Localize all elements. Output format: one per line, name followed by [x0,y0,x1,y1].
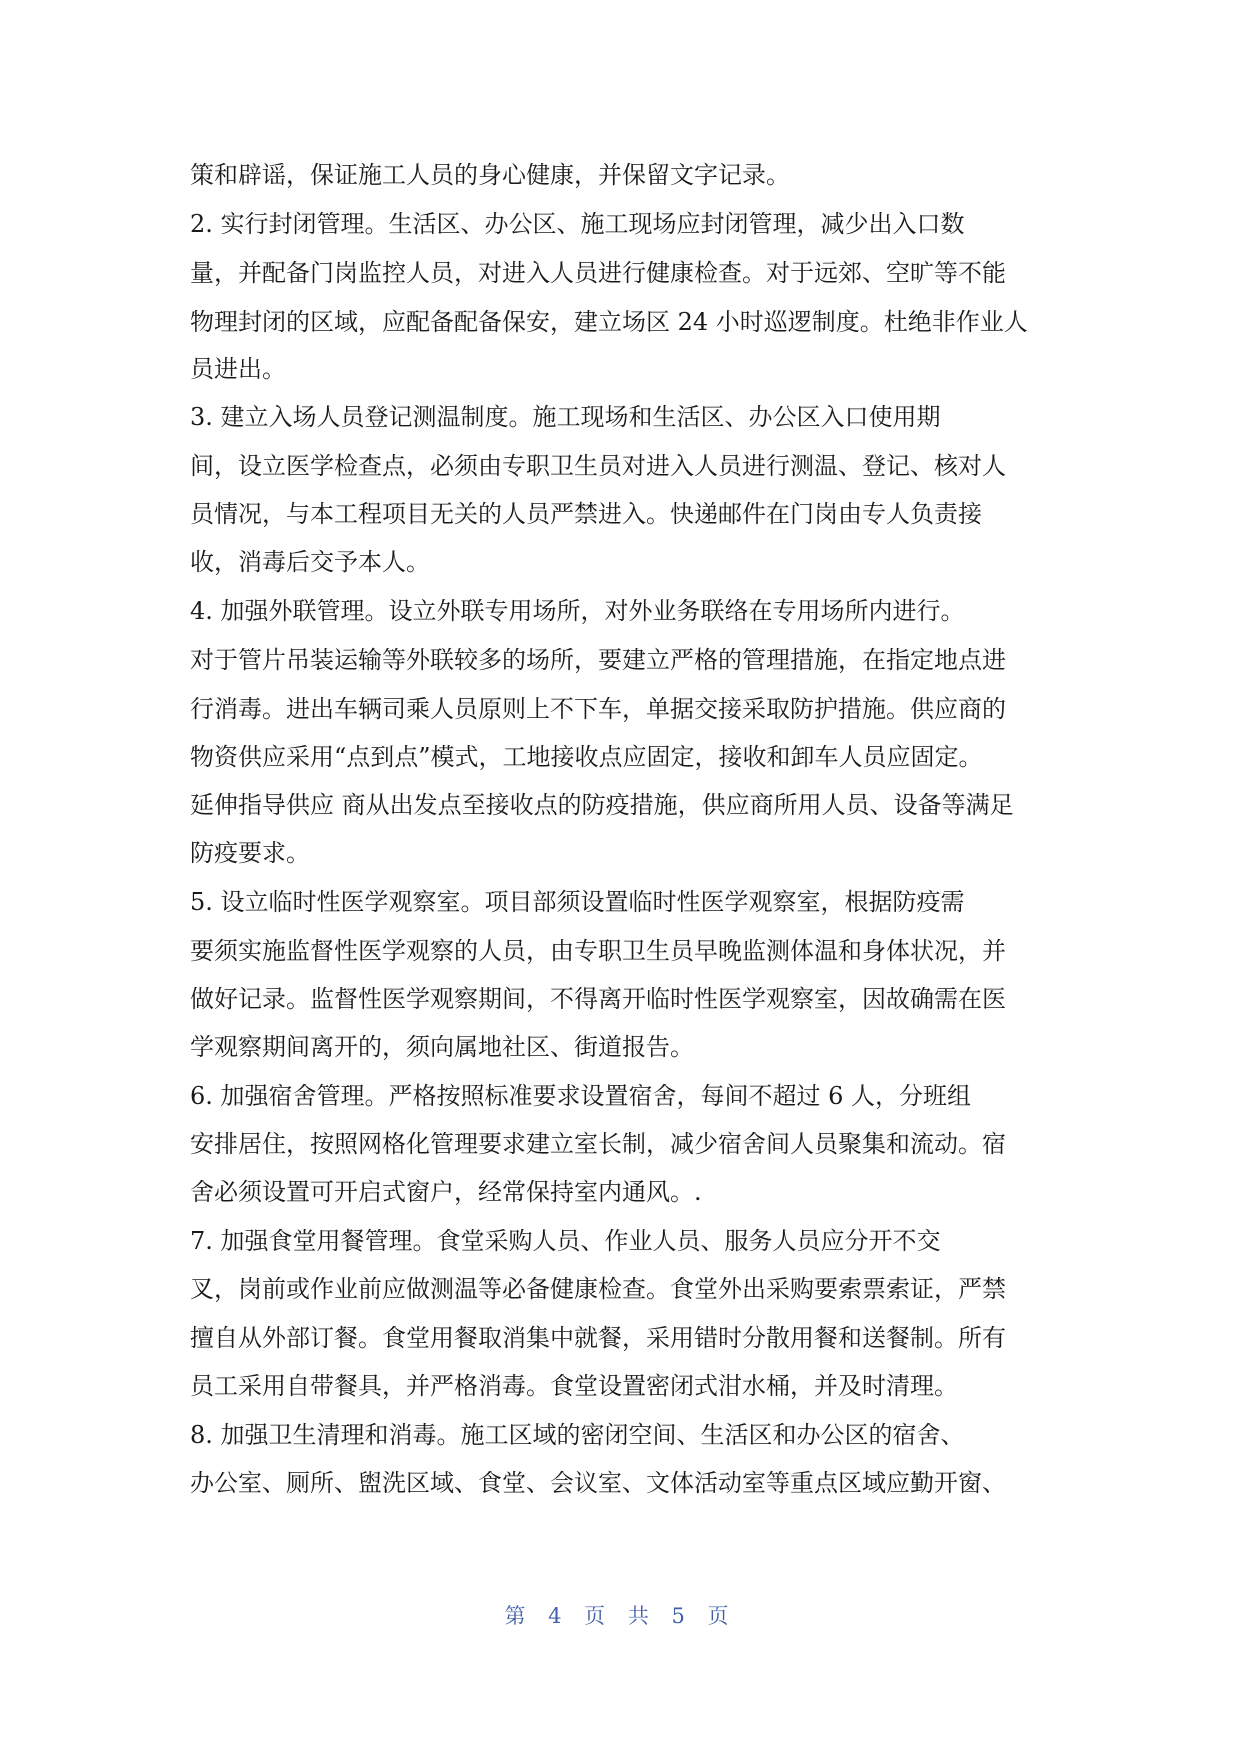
text-line: 物理封闭的区域，应配备配备保安，建立场区 24 小时巡逻制度。杜绝非作业人 [190,308,1028,336]
text-line: 要须实施监督性医学观察的人员，由专职卫生员早晚监测体温和身体状况，并 [190,937,1006,965]
text-line: 3. 建立入场人员登记测温制度。施工现场和生活区、办公区入口使用期 [190,403,941,431]
text-line: 安排居住，按照网格化管理要求建立室长制，减少宿舍间人员聚集和流动。宿 [190,1130,1006,1158]
text-line: 2. 实行封闭管理。生活区、办公区、施工现场应封闭管理，减少出入口数 [190,210,965,238]
text-line: 策和辟谣，保证施工人员的身心健康，并保留文字记录。 [190,161,790,189]
text-line: 行消毒。进出车辆司乘人员原则上不下车，单据交接采取防护措施。供应商的 [190,695,1006,723]
text-line: 员情况，与本工程项目无关的人员严禁进入。快递邮件在门岗由专人负责接 [190,500,982,528]
text-line: 员进出。 [190,355,286,383]
text-line: 做好记录。监督性医学观察期间，不得离开临时性医学观察室，因故确需在医 [190,985,1006,1013]
text-line: 员工采用自带餐具，并严格消毒。食堂设置密闭式泔水桶，并及时清理。 [190,1372,958,1400]
text-line: 量，并配备门岗监控人员，对进入人员进行健康检查。对于远郊、空旷等不能 [190,259,1006,287]
text-line: 舍必须设置可开启式窗户，经常保持室内通风。. [190,1178,702,1206]
text-line: 物资供应采用“点到点”模式，工地接收点应固定，接收和卸车人员应固定。 [190,743,983,771]
text-line: 7. 加强食堂用餐管理。食堂采购人员、作业人员、服务人员应分开不交 [190,1227,941,1255]
text-line: 6. 加强宿舍管理。严格按照标准要求设置宿舍，每间不超过 6 人，分班组 [190,1082,972,1110]
text-line: 防疫要求。 [190,839,310,867]
text-line: 办公室、厕所、盥洗区域、食堂、会议室、文体活动室等重点区域应勤开窗、 [190,1469,1006,1497]
text-line: 4. 加强外联管理。设立外联专用场所，对外业务联络在专用场所内进行。 [190,597,965,625]
text-line: 间，设立医学检查点，必须由专职卫生员对进入人员进行测温、登记、核对人 [190,452,1006,480]
text-line: 收，消毒后交予本人。 [190,548,430,576]
text-line: 8. 加强卫生清理和消毒。施工区域的密闭空间、生活区和办公区的宿舍、 [190,1421,965,1449]
text-line: 对于管片吊装运输等外联较多的场所，要建立严格的管理措施，在指定地点进 [190,646,1006,674]
text-line: 学观察期间离开的，须向属地社区、街道报告。 [190,1033,694,1061]
text-line: 擅自从外部订餐。食堂用餐取消集中就餐，采用错时分散用餐和送餐制。所有 [190,1324,1006,1352]
text-line: 叉，岗前或作业前应做测温等必备健康检查。食堂外出采购要索票索证，严禁 [190,1275,1006,1303]
text-line: 5. 设立临时性医学观察室。项目部须设置临时性医学观察室，根据防疫需 [190,888,965,916]
text-line: 延伸指导供应 商从出发点至接收点的防疫措施，供应商所用人员、设备等满足 [190,791,1014,819]
page-number: 第 4 页 共 5 页 [504,1604,737,1628]
